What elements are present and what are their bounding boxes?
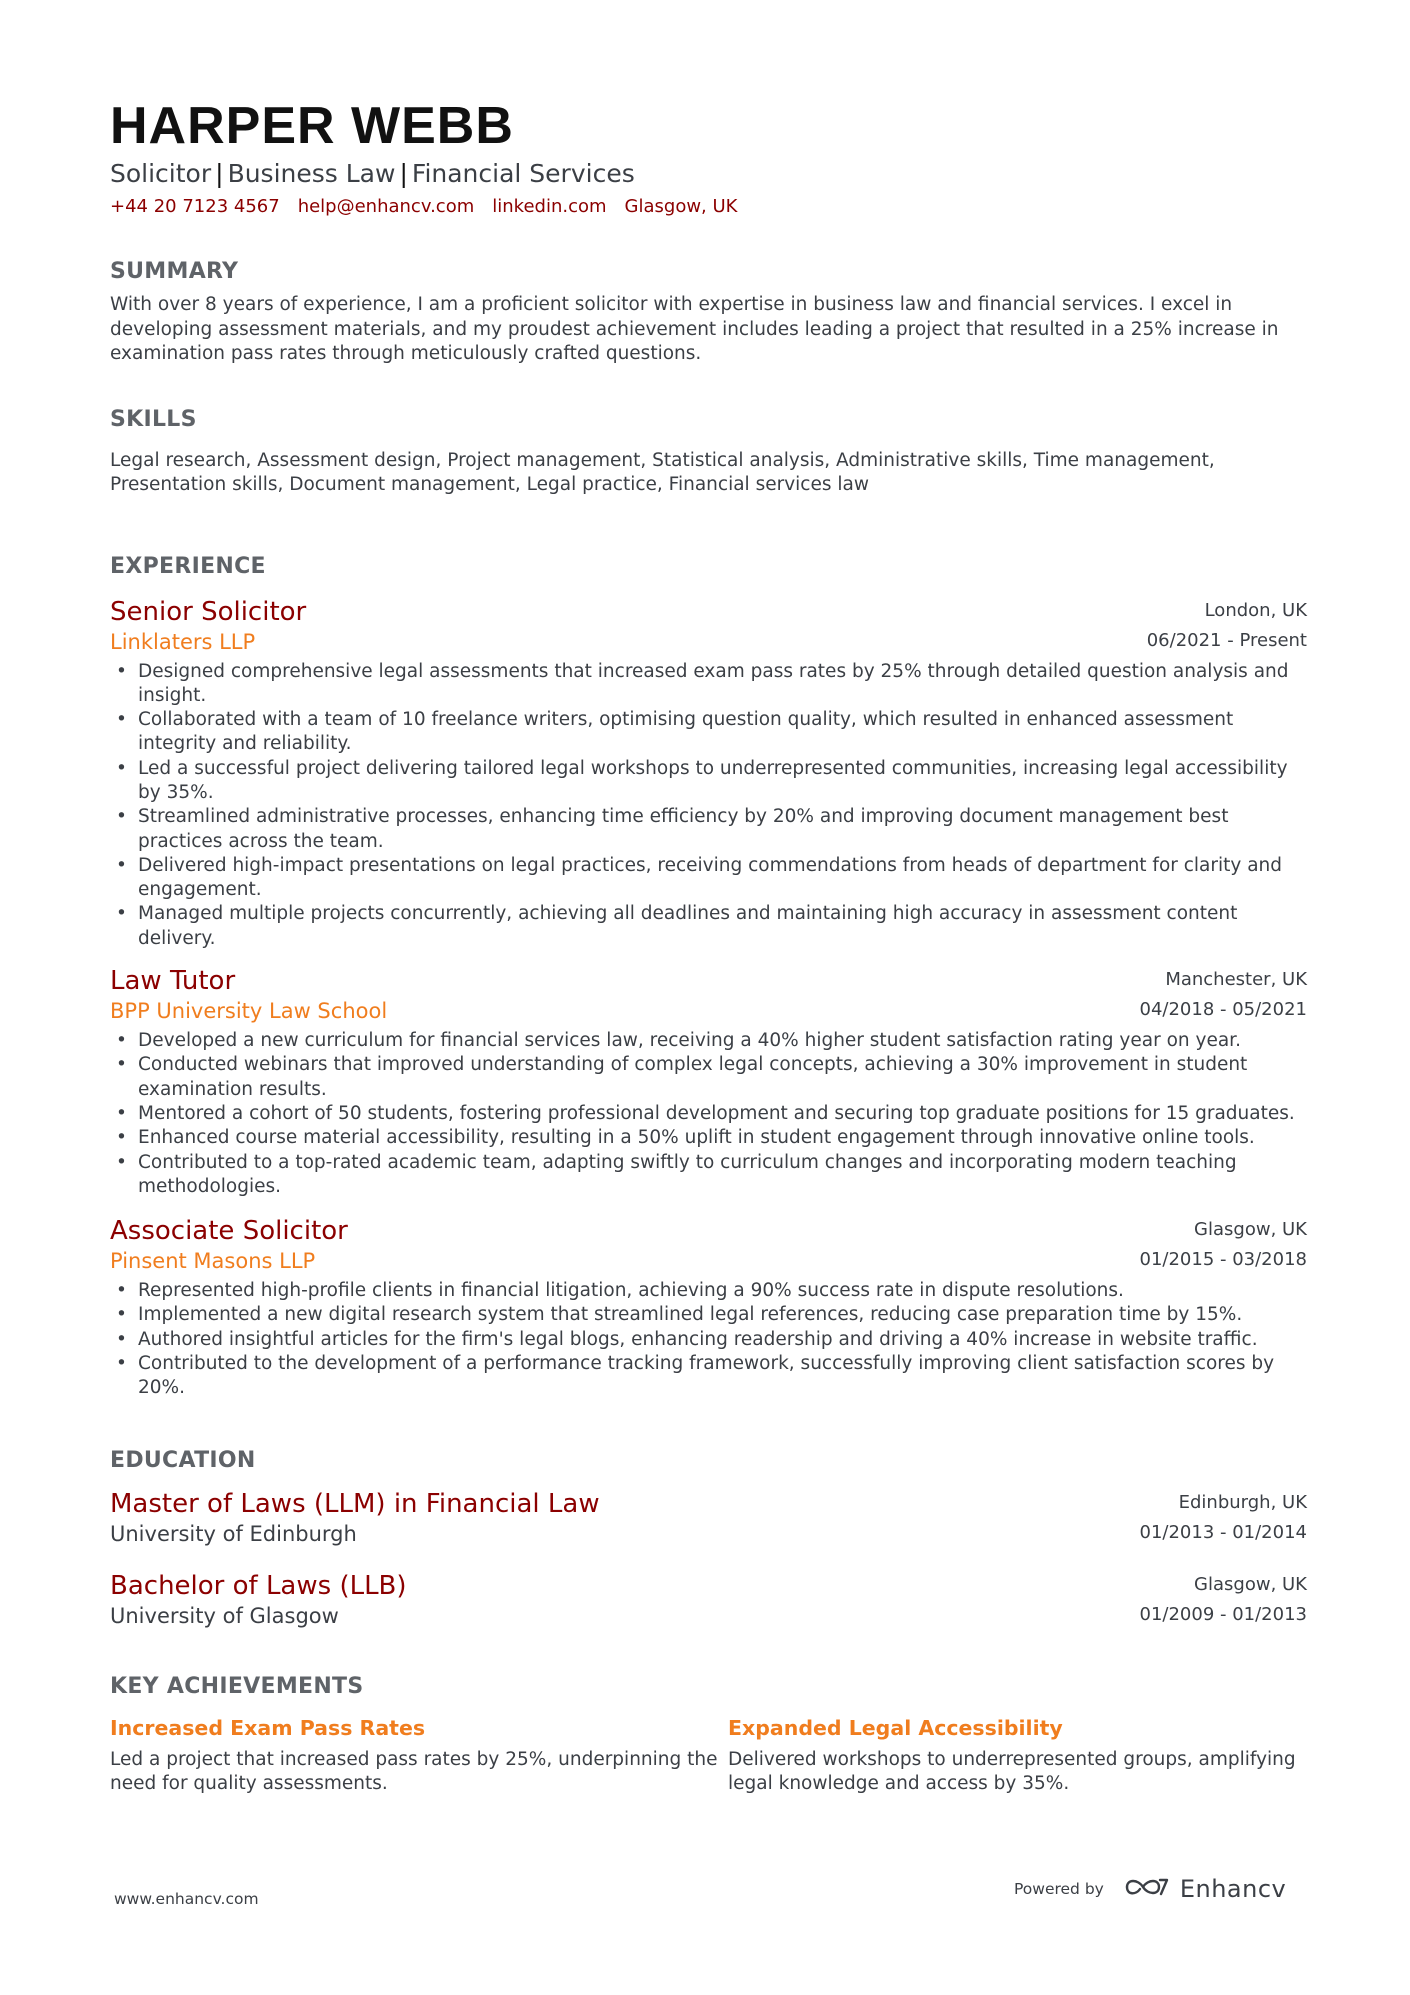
headline-specialty: Financial Services — [411, 159, 635, 188]
education-entry — [110, 1570, 1307, 1630]
resume-page — [110, 96, 1307, 1797]
bullet-item: • Collaborated with a team of 10 freelance writers, optimising question quality, which resulted in enhanced assessment integrity and reliability. — [110, 708, 1307, 757]
education-section — [110, 1446, 1307, 1630]
bullet-item: • Contributed to a top-rated academic team, adapting swiftly to curriculum changes and incorporating modern teaching methodologies. — [110, 1151, 1307, 1200]
brand-name: Enhancv — [1179, 1875, 1287, 1903]
summary-text: With over 8 years of experience, I am a proficient solicitor with expertise in business law and financial services. I excel in developing assessment materials, and my proudest achievement includes leading a project that resulted in a 25% increase in examination pass rates through meticulously crafted questions. — [110, 294, 1279, 364]
section-title: EDUCATION — [110, 1447, 256, 1473]
achievement-title: Increased Exam Pass Rates — [110, 1715, 426, 1740]
contact-info — [110, 194, 1307, 220]
bullet-item: • Enhanced course material accessibility, resulting in a 50% uplift in student engagement through innovative online tools. — [110, 1126, 1307, 1150]
footer-website[interactable]: www.enhancv.com — [114, 1890, 259, 1908]
achievements-grid — [110, 1714, 1307, 1797]
bullet-item: • Conducted webinars that improved understanding of complex legal concepts, achieving a 30% improvement in student examination results. — [110, 1053, 1307, 1102]
job-title: Senior Solicitor — [110, 596, 307, 627]
degree-title: Bachelor of Laws (LLB) — [110, 1570, 407, 1601]
skills-section — [110, 405, 1307, 498]
footer-branding — [1014, 1874, 1286, 1904]
job-dates: 04/2018 - 05/2021 — [1139, 999, 1307, 1021]
company-name: Pinsent Masons LLP — [110, 1249, 316, 1274]
job-meta — [1140, 965, 1308, 1025]
achievements-section — [110, 1672, 1307, 1797]
job-bullets — [110, 1279, 1307, 1400]
education-entry — [110, 1488, 1307, 1548]
candidate-name: HARPER WEBB — [110, 97, 514, 155]
location-text: Glasgow, UK — [624, 196, 738, 217]
phone-link[interactable]: +44 20 7123 4567 — [110, 196, 280, 217]
education-location: Edinburgh, UK — [1178, 1491, 1307, 1513]
bullet-item: • Contributed to the development of a performance tracking framework, successfully improving client satisfaction scores by 20%. — [110, 1352, 1307, 1401]
job-location: London, UK — [1204, 599, 1307, 621]
job-bullets — [110, 660, 1307, 952]
job-title: Associate Solicitor — [110, 1216, 348, 1247]
enhancv-logo-icon — [1124, 1874, 1170, 1904]
achievement-item — [728, 1714, 1307, 1797]
degree-title: Master of Laws (LLM) in Financial Law — [110, 1488, 600, 1519]
job-bullets — [110, 1029, 1307, 1199]
achievement-text: Led a project that increased pass rates by 25%, underpinning the need for quality assessments. — [110, 1748, 718, 1795]
job-title: Law Tutor — [110, 966, 236, 997]
experience-entry — [110, 965, 1307, 1199]
powered-by-text: Powered by — [1014, 1880, 1104, 1898]
bullet-item: • Represented high-profile clients in financial litigation, achieving a 90% success rate in dispute resolutions. — [110, 1279, 1307, 1303]
school-name: University of Glasgow — [110, 1603, 339, 1628]
bullet-item: • Delivered high-impact presentations on legal practices, receiving commendations from heads of department for clarity and engagement. — [110, 854, 1307, 903]
job-location: Glasgow, UK — [1194, 1219, 1307, 1241]
education-dates: 01/2013 - 01/2014 — [1139, 1521, 1307, 1543]
job-dates: 01/2015 - 03/2018 — [1139, 1249, 1307, 1271]
bullet-item: • Developed a new curriculum for financial services law, receiving a 40% higher student satisfaction rating year on year. — [110, 1029, 1307, 1053]
headline — [110, 156, 1307, 192]
skills-text: Legal research, Assessment design, Project management, Statistical analysis, Administrative skills, Time management, Presentation skills, Document management, Legal practice, Financial services law — [110, 449, 1215, 495]
bullet-item: • Led a successful project delivering tailored legal workshops to underrepresented communities, increasing legal accessibility by 35%. — [110, 757, 1307, 806]
brand-logo[interactable] — [1124, 1874, 1286, 1904]
company-name: Linklaters LLP — [110, 629, 256, 654]
school-name: University of Edinburgh — [110, 1521, 357, 1546]
experience-entry — [110, 596, 1307, 952]
achievement-item — [110, 1714, 728, 1797]
headline-role: Solicitor — [110, 159, 212, 188]
section-title: SUMMARY — [110, 259, 239, 284]
education-location: Glasgow, UK — [1194, 1573, 1307, 1595]
bullet-item: • Managed multiple projects concurrently, achieving all deadlines and maintaining high accuracy in assessment content delivery. — [110, 902, 1307, 951]
job-dates: 06/2021 - Present — [1146, 629, 1307, 651]
achievement-text: Delivered workshops to underrepresented groups, amplifying legal knowledge and access by 35%. — [728, 1748, 1296, 1795]
education-meta — [1140, 1488, 1308, 1548]
education-meta — [1140, 1570, 1308, 1630]
education-dates: 01/2009 - 01/2013 — [1139, 1603, 1307, 1625]
experience-entry — [110, 1215, 1307, 1400]
section-title: SKILLS — [110, 406, 197, 432]
resume-header — [110, 96, 1307, 220]
company-name: BPP University Law School — [110, 999, 388, 1024]
achievement-title: Expanded Legal Accessibility — [728, 1715, 1063, 1740]
headline-separator: | — [215, 159, 224, 188]
bullet-item: • Implemented a new digital research system that streamlined legal references, reducing case preparation time by 15%. — [110, 1303, 1307, 1327]
job-meta — [1147, 596, 1307, 656]
bullet-item: • Mentored a cohort of 50 students, fostering professional development and securing top graduate positions for 15 graduates. — [110, 1102, 1307, 1126]
linkedin-link[interactable]: linkedin.com — [492, 196, 607, 217]
experience-section — [110, 552, 1307, 1401]
bullet-item: • Streamlined administrative processes, enhancing time efficiency by 20% and improving document management best practices across the team. — [110, 805, 1307, 854]
bullet-item: • Designed comprehensive legal assessments that increased exam pass rates by 25% through detailed question analysis and insight. — [110, 660, 1307, 709]
headline-separator: | — [399, 159, 408, 188]
bullet-item: • Authored insightful articles for the firm's legal blogs, enhancing readership and driving a 40% increase in website traffic. — [110, 1328, 1307, 1352]
summary-section — [110, 257, 1307, 367]
email-link[interactable]: help@enhancv.com — [297, 196, 475, 217]
job-meta — [1140, 1215, 1308, 1275]
headline-specialty: Business Law — [227, 159, 396, 188]
job-location: Manchester, UK — [1165, 969, 1307, 991]
section-title: EXPERIENCE — [110, 553, 266, 579]
section-title: KEY ACHIEVEMENTS — [110, 1673, 364, 1699]
